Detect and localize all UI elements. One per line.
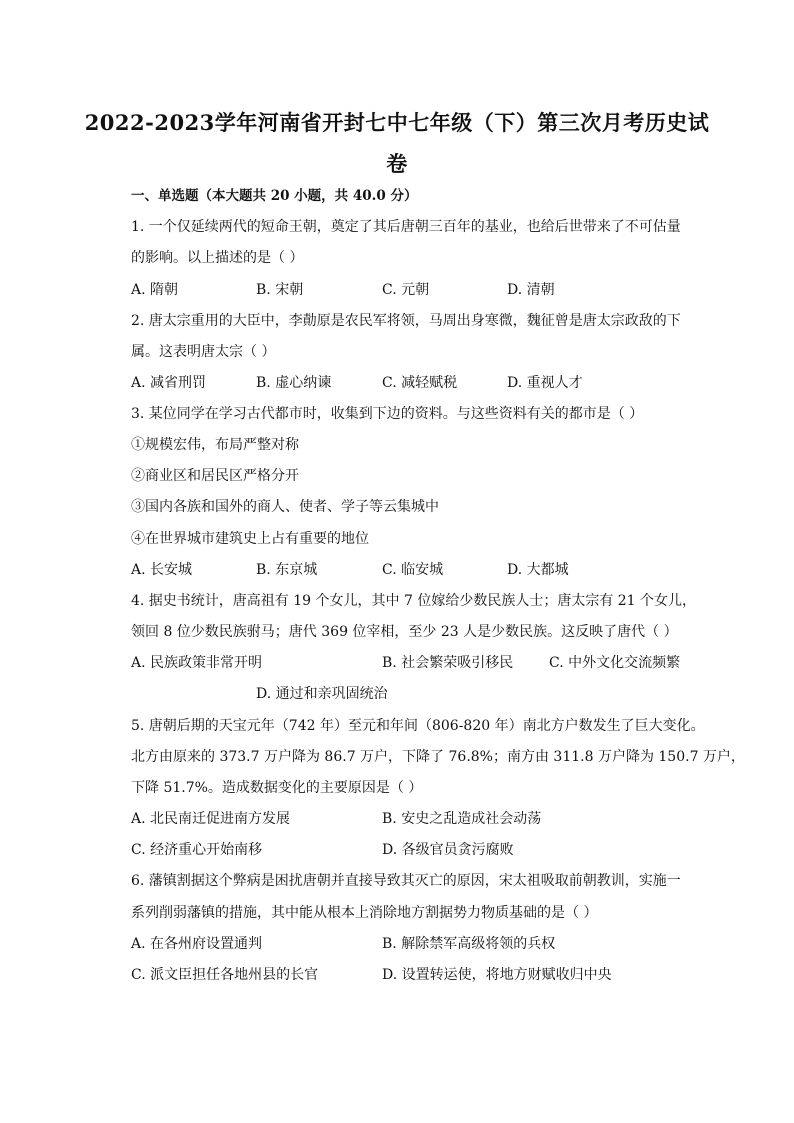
q4-option-a: A. 民族政策非常开明: [131, 655, 263, 671]
q4-option-d: D. 通过和亲巩固统治: [256, 686, 388, 702]
q3-item4: ④在世界城市建筑史上占有重要的地位: [131, 531, 369, 547]
q1-option-b: B. 宋朝: [256, 282, 304, 298]
q3-option-c: C. 临安城: [382, 562, 444, 578]
q6-option-c: C. 派文臣担任各地州县的长官: [131, 967, 319, 983]
q2-option-d: D. 重视人才: [507, 375, 583, 391]
q6-line1: 6. 藩镇割据这个弊病是困扰唐朝并直接导致其灭亡的原因，宋太祖吸取前朝教训，实施一: [131, 873, 681, 889]
q5-option-a: A. 北民南迁促进南方发展: [131, 811, 291, 827]
q3-option-d: D. 大都城: [507, 562, 569, 578]
q2-option-a: A. 减省刑罚: [131, 375, 207, 391]
q1-option-c: C. 元朝: [382, 282, 430, 298]
exam-title-line2: 卷: [386, 151, 408, 176]
q2-option-b: B. 虚心纳谏: [256, 375, 332, 391]
section-heading: 一、单选题（本大题共 20 小题，共 40.0 分）: [131, 188, 418, 204]
q2-line1: 2. 唐太宗重用的大臣中，李勣原是农民军将领，马周出身寒微，魏征曾是唐太宗政敌的下: [131, 313, 681, 329]
q4-option-b: B. 社会繁荣吸引移民: [382, 655, 514, 671]
q5-option-d: D. 各级官员贪污腐败: [382, 842, 514, 858]
q4-line2: 领回 8 位少数民族驸马；唐代 369 位宰相，至少 23 人是少数民族。这反映了唐代（ ）: [131, 624, 678, 640]
q5-line2: 北方由原来的 373.7 万户降为 86.7 万户，下降了 76.8%；南方由 311.8 万户降为 150.7 万户，: [131, 749, 745, 765]
q6-option-b: B. 解除禁军高级将领的兵权: [382, 936, 556, 952]
q4-option-c: C. 中外文化交流频繁: [549, 655, 681, 671]
q1-option-a: A. 隋朝: [131, 282, 179, 298]
q5-option-b: B. 安史之乱造成社会动荡: [382, 811, 542, 827]
q6-option-d: D. 设置转运使，将地方财赋收归中央: [382, 967, 612, 983]
q3-item2: ②商业区和居民区严格分开: [131, 468, 299, 484]
q3-option-a: A. 长安城: [131, 562, 193, 578]
q3-item3: ③国内各族和国外的商人、使者、学子等云集城中: [131, 499, 439, 515]
q5-line1: 5. 唐朝后期的天宝元年（742 年）至元和年间（806-820 年）南北方户数发生了巨大变化。: [131, 718, 705, 734]
q3-option-b: B. 东京城: [256, 562, 318, 578]
q3-line1: 3. 某位同学在学习古代都市时，收集到下边的资料。与这些资料有关的都市是（ ）: [131, 406, 644, 422]
q6-line2: 系列削弱藩镇的措施，其中能从根本上消除地方割据势力物质基础的是（ ）: [131, 905, 598, 921]
q1-option-d: D. 清朝: [507, 282, 555, 298]
q5-option-c: C. 经济重心开始南移: [131, 842, 263, 858]
q5-line3: 下降 51.7%。造成数据变化的主要原因是（ ）: [131, 780, 423, 796]
q1-line2: 的影响。以上描述的是（ ）: [131, 250, 304, 266]
q2-option-c: C. 减轻赋税: [382, 375, 458, 391]
exam-title-line1: 2022-2023学年河南省开封七中七年级（下）第三次月考历史试: [84, 110, 710, 135]
q2-line2: 属。这表明唐太宗（ ）: [131, 344, 276, 360]
q3-item1: ①规模宏伟，布局严整对称: [131, 437, 299, 453]
q1-line1: 1. 一个仅延续两代的短命王朝，奠定了其后唐朝三百年的基业，也给后世带来了不可估量: [131, 219, 681, 235]
q6-option-a: A. 在各州府设置通判: [131, 936, 263, 952]
q4-line1: 4. 据史书统计，唐高祖有 19 个女儿，其中 7 位嫁给少数民族人士；唐太宗有 21 个女儿，: [131, 593, 697, 609]
